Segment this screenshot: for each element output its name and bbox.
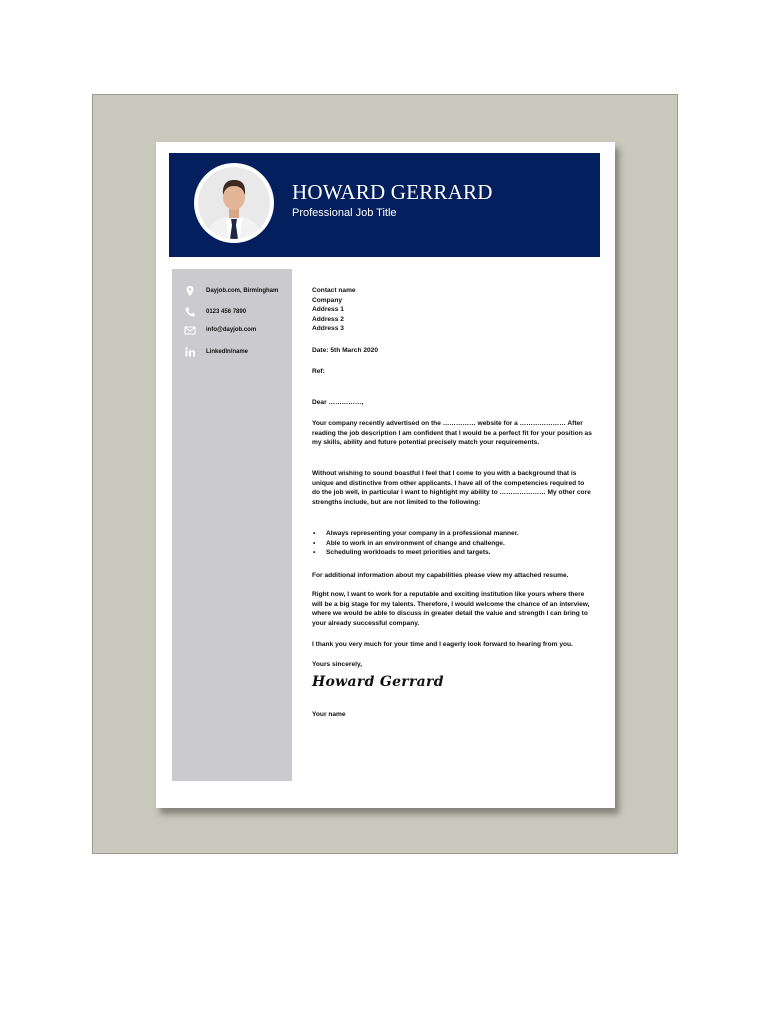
signature: Howard Gerrard [312, 674, 444, 690]
profile-photo [194, 163, 274, 243]
list-item: • Scheduling workloads to meet priorities and targets. [312, 548, 594, 558]
phone-icon [184, 306, 196, 318]
recipient-line: Address 2 [312, 315, 344, 323]
paragraph-resume [312, 571, 594, 581]
closing: Yours sincerely, [312, 661, 362, 668]
paragraph-text: I thank you very much for your time and I eagerly look forward to hearing from you. [312, 641, 573, 648]
recipient-line: Company [312, 296, 343, 304]
cover-letter-sheet [156, 142, 615, 808]
paragraph-background [312, 469, 594, 507]
paragraph-thanks [312, 640, 594, 650]
contact-email [184, 324, 256, 336]
contact-phone-text: 0123 456 7890 [206, 309, 247, 315]
contact-linkedin-text: LinkedIn/name [206, 349, 249, 355]
date-label: Date: [312, 347, 329, 354]
header-band [169, 153, 600, 257]
portrait-image [198, 167, 270, 239]
date-value: 5th March 2020 [330, 347, 378, 354]
date-line [312, 346, 594, 356]
recipient-line: Contact name [312, 287, 356, 294]
email-icon [184, 324, 196, 336]
paragraph-interview [312, 590, 594, 628]
strengths-list [312, 529, 594, 558]
ref-label: Ref: [312, 368, 325, 375]
recipient-address [312, 286, 594, 334]
ref-line [312, 367, 594, 377]
list-item: • Able to work in an environment of change and challenge. [312, 539, 594, 549]
contact-email-text: info@dayjob.com [206, 327, 257, 333]
contact-sidebar [172, 269, 292, 781]
your-name: Your name [312, 711, 346, 718]
paragraph-text: For additional information about my capabilities please view my attached resume. [312, 572, 569, 579]
contact-linkedin [184, 346, 248, 358]
job-title: Professional Job Title [292, 207, 397, 219]
recipient-line: Address 1 [312, 306, 344, 314]
paragraph-intro [312, 419, 594, 448]
recipient-line: Address 3 [312, 325, 344, 333]
paragraph-text: Without wishing to sound boastful I feel that I come to you with a background that is unique and distinctive from other applicants. I have all of the competencies required to do the job well, in particular I want to highlight my ability to ………………… My other core strengths include, but are not limited to the following: [312, 470, 591, 506]
applicant-name: HOWARD GERRARD [292, 180, 493, 204]
paragraph-text: Right now, I want to work for a reputable and exciting institution like yours where there will be a big stage for my talents. Therefore, I would welcome the chance of an interview, where we would be able to discuss in greater detail the value and strength I can bring to your already successful company. [312, 591, 590, 627]
contact-location-text: Dayjob.com, Birmingham [206, 288, 279, 294]
linkedin-icon [184, 346, 196, 358]
salutation: Dear ……………, [312, 399, 364, 406]
paragraph-text: Your company recently advertised on the …………… website for a ………………… After reading the job description I am confident that I would be a perfect fit for your position as my skills, ability and future potential precisely match your requirements. [312, 420, 592, 447]
list-item: • Always representing your company in a professional manner. [312, 529, 594, 539]
contact-phone [184, 306, 246, 318]
contact-location [184, 285, 278, 297]
location-pin-icon [184, 285, 196, 297]
